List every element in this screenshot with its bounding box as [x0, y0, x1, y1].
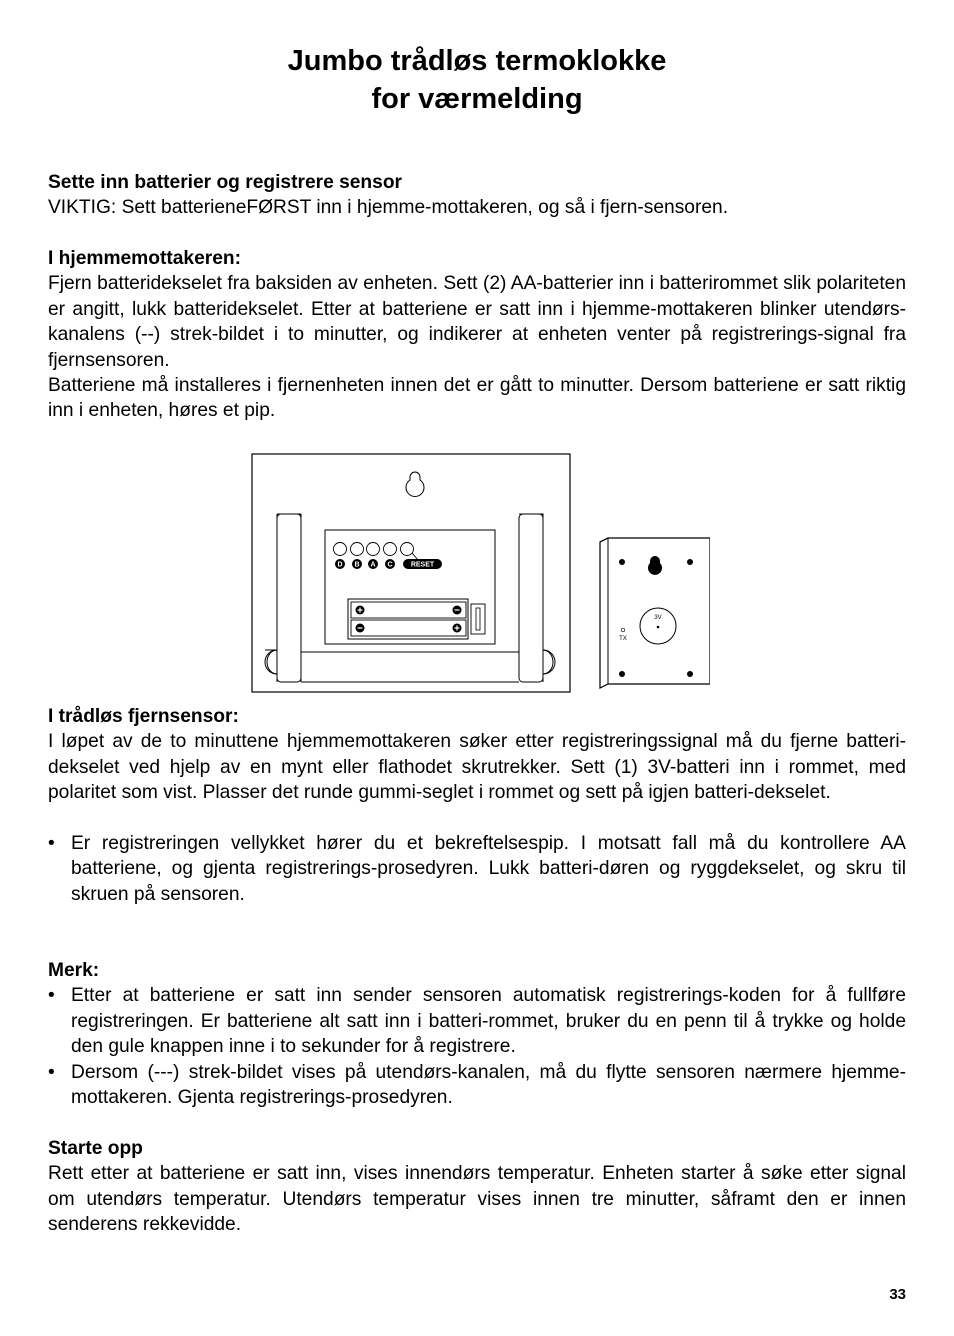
section-remote-sensor	[48, 704, 906, 907]
section-heading: I trådløs fjernsensor:	[48, 706, 239, 727]
remote-sensor	[600, 538, 710, 688]
title-line-2: for værmelding	[371, 83, 583, 115]
paragraph: Fjern batteridekselet fra baksiden av enheten. Sett (2) AA-batterier inn i batterirommet slik polariteten er angitt, lukk batteridekselet. Etter at batteriene er satt inn i hjemme-mottakeren blinker utendørs-kanalens (--) strek-bildet i to minutter, og indikerer at enheten venter på registrerings-signal fra fjernsensoren.	[48, 273, 906, 371]
paragraph: I løpet av de to minuttene hjemmemottakeren søker etter registreringssignal må du fjerne batteri-dekselet ved hjelp av en mynt eller flathodet skrutrekker. Sett (1) 3V-batteri inn i rommet, med polaritet som vist. Plasser det runde gummi-seglet i rommet og sett på igjen batteri-dekselet.	[48, 731, 906, 804]
section-heading: I hjemmemottakeren:	[48, 248, 241, 269]
button-label-a: A	[370, 561, 376, 569]
section-heading: Starte opp	[48, 1138, 143, 1159]
spacer	[48, 806, 906, 831]
section-batteries	[48, 170, 906, 221]
section-heading: Sette inn batterier og registrere sensor	[48, 172, 403, 193]
paragraph: Batteriene må installeres i fjernenheten innen det er gått to minutter. Dersom batteriene er satt riktig inn i enheten, høres et pip.	[48, 375, 906, 422]
aa-batteries	[348, 599, 485, 639]
page-number: 33	[889, 1286, 906, 1303]
device-illustration	[250, 452, 710, 694]
section-heading: Merk:	[48, 960, 100, 981]
important-note: VIKTIG: Sett batterieneFØRST inn i hjemme-mottakeren, og så i fjern-sensoren.	[48, 197, 729, 219]
button-label-b: B	[354, 561, 360, 569]
title-line-1: Jumbo trådløs termoklokke	[287, 45, 667, 77]
battery-label: 3V	[654, 615, 662, 621]
button-label-c: C	[387, 561, 393, 569]
list-item: • Er registreringen vellykket hører du et bekreftelsespip. I motsatt fall må du kontrollere AA batteriene, og gjenta registrerings-prosedyren. Lukk batteri-døren og ryggdekselet, og skru til skruen på sensoren.	[48, 833, 906, 905]
list-item: • Etter at batteriene er satt inn sender sensoren automatisk registrerings-koden for å fullføre registreringen. Er batteriene alt satt inn i batteri-rommet, bruker du en penn til å trykke og holde den gule knappen inne i to sekunder for å registrere.	[48, 985, 906, 1058]
list-item: • Dersom (---) strek-bildet vises på utendørs-kanalen, må du flytte sensoren nærmere hjemme-mottakeren. Gjenta registrerings-prosedyren.	[48, 1061, 906, 1109]
reset-label: RESET	[410, 561, 435, 569]
section-note	[48, 958, 906, 1110]
page-title	[0, 42, 954, 118]
button-label-d: D	[337, 561, 343, 569]
paragraph: Rett etter at batteriene er satt inn, vises innendørs temperatur. Enheten starter å søke etter signal om utendørs temperatur. Utendørs temperatur vises innen tre minutter, såframt den er innen senderens rekkevidde.	[48, 1163, 906, 1236]
section-home-receiver	[48, 246, 906, 424]
tx-label: TX	[619, 636, 627, 642]
section-start	[48, 1136, 906, 1238]
